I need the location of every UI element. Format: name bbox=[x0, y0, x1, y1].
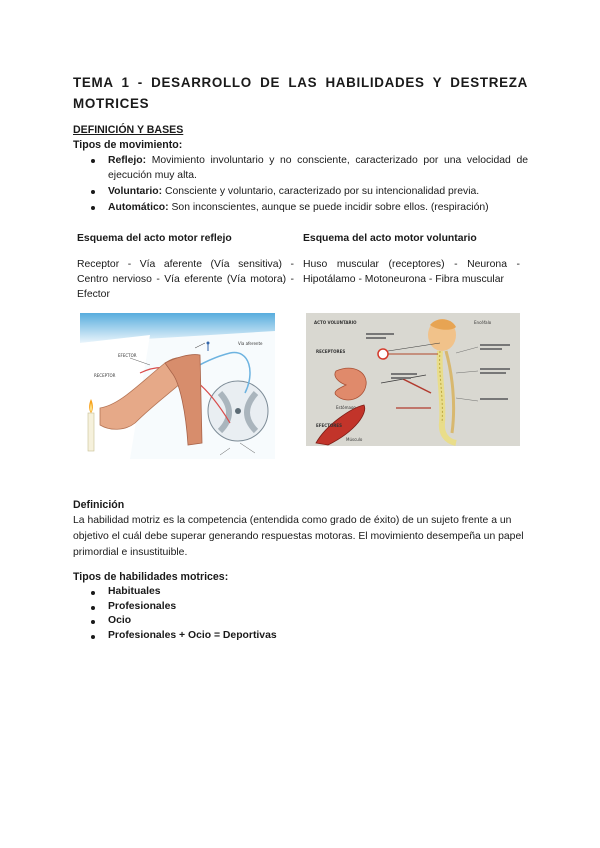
effectors-label: EFECTORES bbox=[316, 423, 342, 428]
list-item: Habituales bbox=[73, 585, 528, 600]
movement-types-list bbox=[73, 153, 528, 215]
skills-list bbox=[73, 585, 528, 643]
definition-heading: Definición bbox=[73, 499, 125, 511]
page-title: TEMA 1 - DESARROLLO DE LAS HABILIDADES Y DESTREZA MOTRICES bbox=[73, 75, 528, 111]
receptors-label: RECEPTORES bbox=[316, 349, 346, 354]
reflex-scheme-heading: Esquema del acto motor reflejo bbox=[77, 233, 232, 244]
reflex-scheme-text: Receptor - Vía aferente (Vía sensitiva) - Centro nervioso - Vía eferente (Vía motora) - Efector bbox=[77, 259, 294, 300]
reflex-arc-figure bbox=[80, 313, 275, 459]
voluntary-act-figure bbox=[306, 313, 520, 446]
voluntary-scheme-heading: Esquema del acto motor voluntario bbox=[303, 233, 477, 244]
list-item: Profesionales + Ocio = Deportivas bbox=[73, 629, 528, 644]
stomach-label: Estómago bbox=[336, 405, 356, 410]
voluntary-scheme-text: Huso muscular (receptores) - Neurona - Hipotálamo - Motoneurona - Fibra muscular bbox=[303, 259, 520, 285]
list-item: Ocio bbox=[73, 614, 528, 629]
afferent-label: Vía aferente bbox=[238, 341, 263, 346]
list-item: Reflejo: Movimiento involuntario y no consciente, caracterizado por una velocidad de ejecución muy alta. bbox=[73, 153, 528, 183]
voluntary-act-illustration bbox=[306, 313, 520, 446]
reflex-arc-illustration bbox=[80, 313, 275, 459]
receptor-label: RECEPTOR bbox=[94, 373, 116, 378]
movement-types-heading: Tipos de movimiento: bbox=[73, 139, 183, 151]
list-item: Automático: Son inconscientes, aunque se puede incidir sobre ellos. (respiración) bbox=[73, 200, 528, 215]
list-item: Profesionales bbox=[73, 600, 528, 615]
brain-label: Encéfalo bbox=[474, 320, 492, 325]
effector-label: EFECTOR bbox=[118, 353, 137, 358]
section-heading: DEFINICIÓN Y BASES bbox=[73, 124, 184, 136]
figure-title-label: ACTO VOLUNTARIO bbox=[314, 320, 357, 325]
definition-text: La habilidad motriz es la competencia (entendida como grado de éxito) de un sujeto frente a un objetivo el cuál debe superar generando respuestas motoras. El movimiento desempeña un papel primordial e insustituible. bbox=[73, 515, 524, 558]
list-item: Voluntario: Consciente y voluntario, caracterizado por su intencionalidad previa. bbox=[73, 184, 528, 199]
skills-heading: Tipos de habilidades motrices: bbox=[73, 571, 229, 583]
muscle-label: Músculo bbox=[346, 437, 363, 442]
